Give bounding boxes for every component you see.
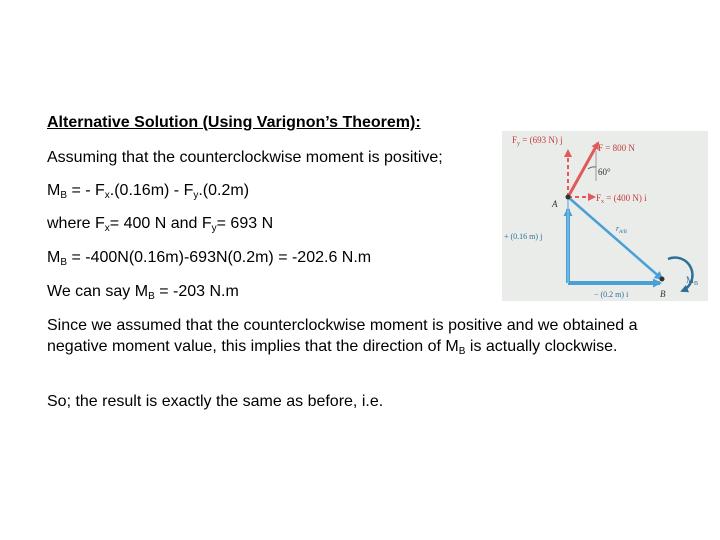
eq2-m-sub: B xyxy=(60,257,67,268)
eq1-m-sub: B xyxy=(60,190,67,201)
eq3-part1: We can say M xyxy=(47,283,149,300)
solution-heading: Alternative Solution (Using Varignon’s Theorem): xyxy=(47,114,421,131)
j-distance-label: + (0.16 m) j xyxy=(504,232,543,241)
where-fx-sub: x xyxy=(104,223,110,234)
moment-label: $M_B$ xyxy=(686,275,699,287)
angle-label: 60° xyxy=(598,167,611,177)
point-a-dot xyxy=(566,195,571,200)
force-diagram-svg xyxy=(502,131,708,301)
moment-equation xyxy=(47,181,249,201)
where-part2: = 400 N and F xyxy=(109,215,212,232)
eq1-part3: .(0.2m) xyxy=(198,182,250,199)
eq1-part2: .(0.16m) - F xyxy=(109,182,194,199)
eq3-m-sub: B xyxy=(148,291,155,302)
where-fy-sub: y xyxy=(211,223,217,234)
where-part1: where F xyxy=(47,215,105,232)
final-line: So; the result is exactly the same as before, i.e. xyxy=(47,393,384,410)
moment-calculation xyxy=(47,248,371,268)
conclusion-m-sub: B xyxy=(458,346,466,357)
moment-result xyxy=(47,282,239,302)
eq1-part1: = - F xyxy=(67,182,105,199)
point-b-label: B xyxy=(660,289,666,299)
eq1-fx-sub: x xyxy=(104,190,110,201)
eq3-rest: = -203 N.m xyxy=(154,283,239,300)
assumption-line: Assuming that the counterclockwise moment is positive; xyxy=(47,149,443,166)
conclusion-part2: is actually clockwise. xyxy=(465,338,618,355)
conclusion-paragraph xyxy=(47,315,667,357)
position-vector-r xyxy=(568,197,662,279)
force-f-arrow xyxy=(568,143,598,197)
eq1-fy-sub: y xyxy=(193,190,199,201)
i-distance-label: − (0.2 m) i xyxy=(594,290,629,299)
where-part3: = 693 N xyxy=(216,215,274,232)
conclusion-part1: Since we assumed that the counterclockwise moment is positive and we obtained a negative moment value, this implies that the direction of M xyxy=(47,317,638,355)
point-b-dot xyxy=(660,277,665,282)
force-diagram xyxy=(502,131,708,301)
eq1-m: M xyxy=(47,182,61,199)
angle-arc xyxy=(588,167,596,169)
eq2-rest: = -400N(0.16m)-693N(0.2m) = -202.6 N.m xyxy=(67,249,372,266)
fy-label: $F_y = (693$ N) j xyxy=(512,135,563,147)
eq2-m: M xyxy=(47,249,61,266)
r-label: $r_{A/B}$ xyxy=(616,224,627,235)
fx-label: $F_x = (400$ N) i xyxy=(596,193,647,205)
f-label: F = 800 N xyxy=(598,143,635,153)
where-line xyxy=(47,214,273,234)
point-a-label: A xyxy=(552,199,558,209)
